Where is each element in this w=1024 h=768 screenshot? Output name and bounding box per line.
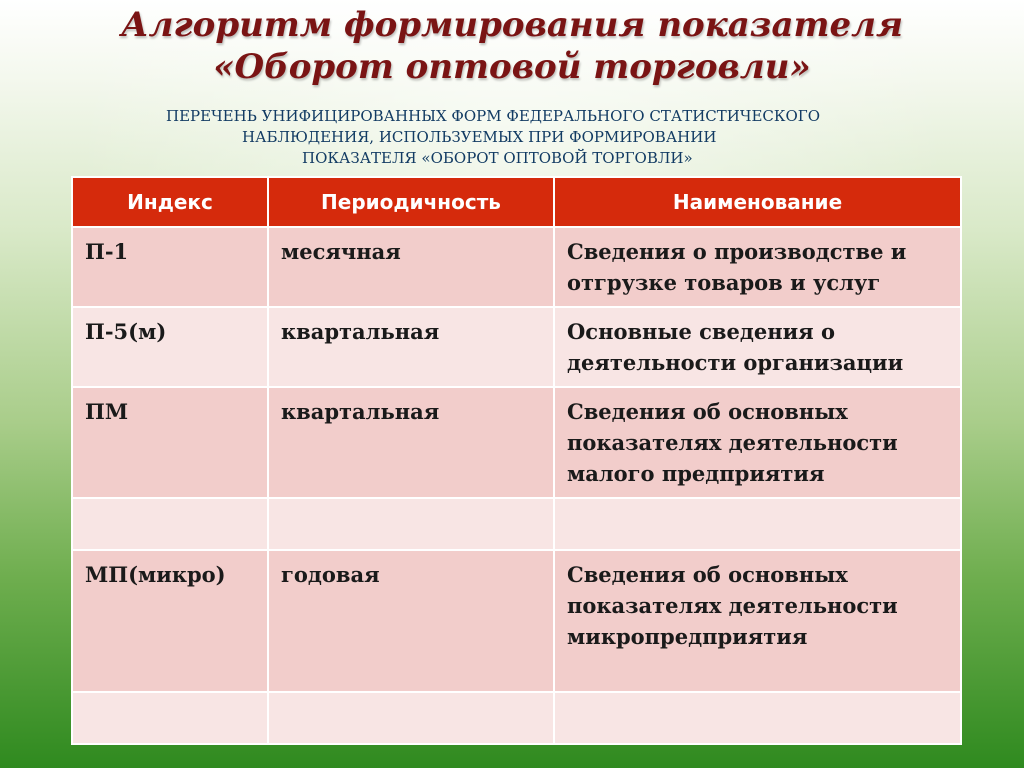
slide-title-line-1: Алгоритм формирования показателя (120, 5, 904, 45)
slide-title-line-2: «Оборот оптовой торговли» (213, 47, 811, 87)
cell-index: П-1 (72, 227, 268, 307)
cell-index: П-5(м) (72, 307, 268, 387)
cell-name: Сведения о производстве и отгрузке товаров и услуг (554, 227, 961, 307)
subtitle-line-3: ПОКАЗАТЕЛЯ «ОБОРОТ ОПТОВОЙ ТОРГОВЛИ» (302, 149, 693, 167)
cell-name: Сведения об основных показателях деятельности микропредприятия (554, 550, 961, 692)
cell-period: квартальная (268, 387, 554, 498)
subtitle-line-1: ПЕРЕЧЕНЬ УНИФИЦИРОВАННЫХ ФОРМ ФЕДЕРАЛЬНОГО СТАТИСТИЧЕСКОГО (166, 107, 821, 125)
cell-period: квартальная (268, 307, 554, 387)
table-row (72, 307, 961, 387)
forms-table (71, 176, 962, 745)
table-row (72, 498, 961, 550)
table-header-row (72, 177, 961, 227)
cell-index: ПМ (72, 387, 268, 498)
table-row (72, 387, 961, 498)
header-index: Индекс (72, 177, 268, 227)
subtitle-line-2: НАБЛЮДЕНИЯ, ИСПОЛЬЗУЕМЫХ ПРИ ФОРМИРОВАНИИ (242, 128, 717, 146)
slide-title (0, 4, 1024, 88)
cell-name: Сведения об основных показателях деятельности малого предприятия (554, 387, 961, 498)
cell-index (72, 498, 268, 550)
header-periodicity: Периодичность (268, 177, 554, 227)
header-name: Наименование (554, 177, 961, 227)
table-row (72, 550, 961, 692)
cell-period (268, 498, 554, 550)
table-row (72, 227, 961, 307)
cell-period: годовая (268, 550, 554, 692)
cell-name: Основные сведения о деятельности организации (554, 307, 961, 387)
cell-index (72, 692, 268, 744)
table-row (72, 692, 961, 744)
cell-name (554, 692, 961, 744)
cell-name (554, 498, 961, 550)
slide-subtitle (150, 106, 940, 169)
cell-index: МП(микро) (72, 550, 268, 692)
cell-period (268, 692, 554, 744)
cell-period: месячная (268, 227, 554, 307)
